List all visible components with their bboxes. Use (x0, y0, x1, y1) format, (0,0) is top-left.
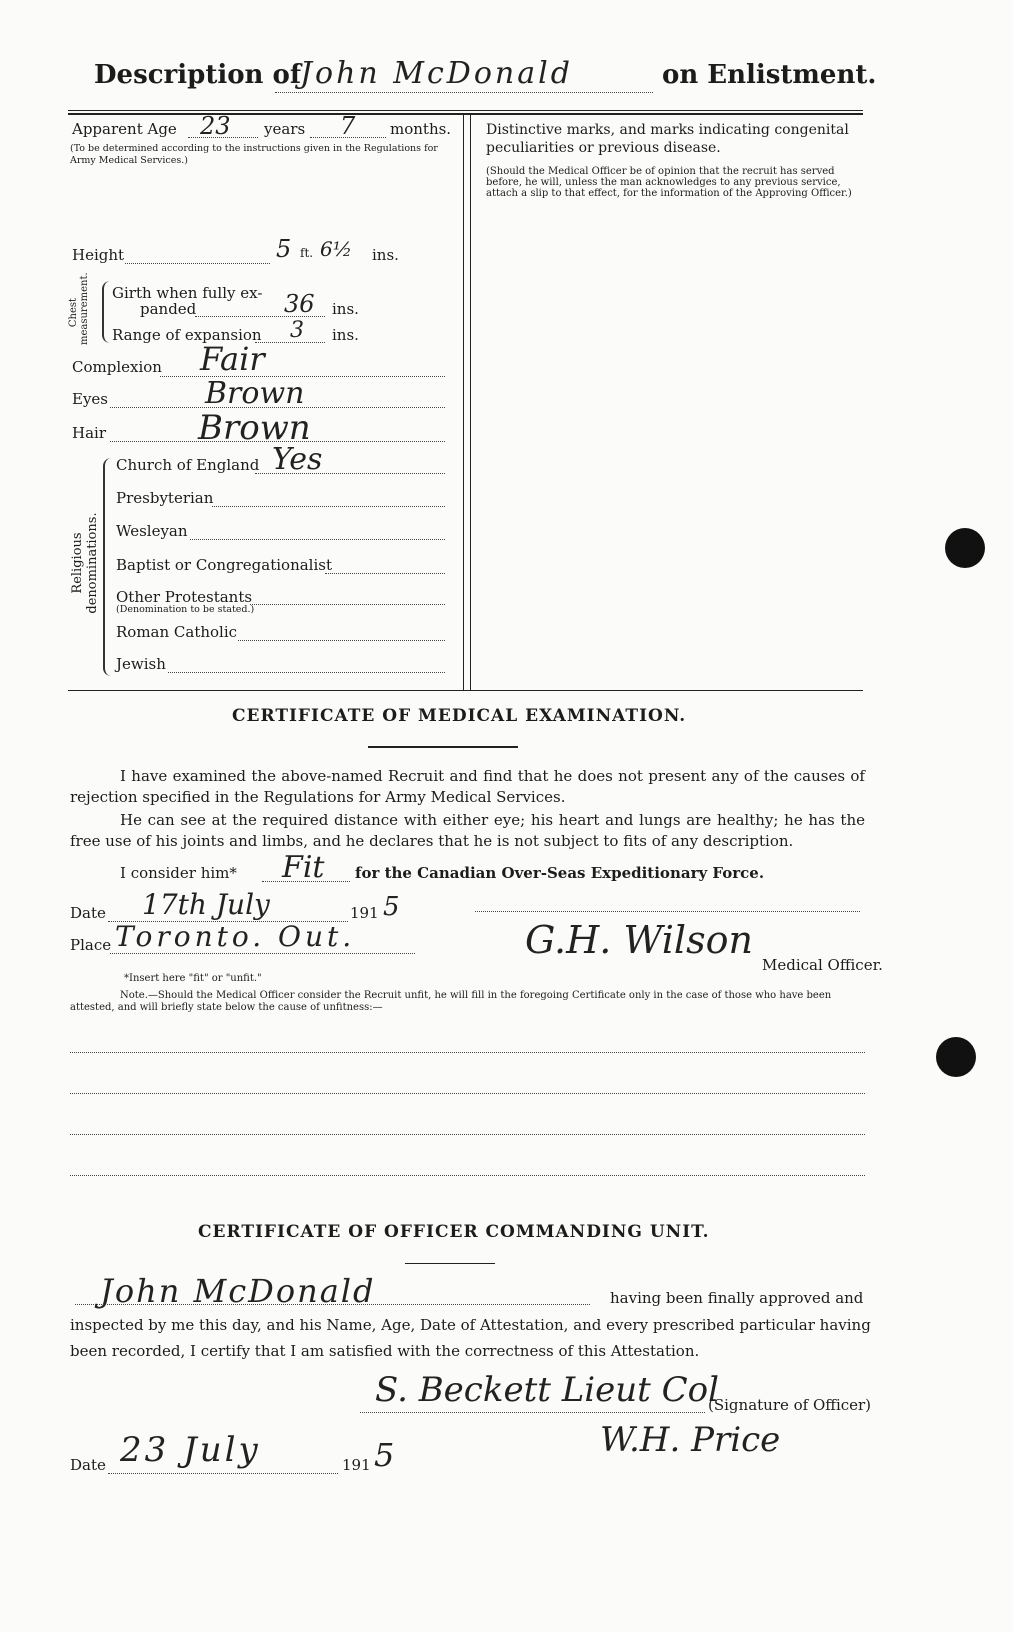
religion-bracket (103, 458, 113, 676)
religion-wesleyan-label: Wesleyan (116, 522, 188, 540)
range-value: 3 (290, 318, 304, 343)
months-label: months. (390, 120, 452, 138)
commanding-title-rule (405, 1263, 495, 1264)
religion-jewish-label: Jewish (116, 655, 166, 673)
commanding-text-after-name: having been finally approved and (610, 1289, 864, 1307)
age-years-value: 23 (200, 112, 231, 140)
religion-rc-line (238, 640, 445, 641)
consider-prefix: I consider him* (120, 864, 237, 882)
commanding-year-digit: 5 (374, 1436, 395, 1474)
religion-other-line (250, 604, 445, 605)
header-name-line (275, 92, 653, 93)
unfitness-line-2 (70, 1093, 865, 1094)
commanding-name-value: John McDonald (100, 1272, 376, 1310)
religion-group-label: Religious denominations. (70, 512, 100, 614)
religion-baptist-label: Baptist or Congregationalist (116, 556, 332, 574)
medical-note: Note.—Should the Medical Officer consider the Recruit unfit, he will fill in the foregoing Certificate only in the case of those who have been attested, and will briefly state below the cause of unfitness:— (70, 990, 832, 1013)
commanding-officer-signature: S. Beckett Lieut Col (375, 1370, 720, 1410)
height-label: Height (72, 246, 125, 264)
height-in-label: ins. (372, 246, 399, 264)
commanding-name-line (75, 1304, 590, 1305)
medical-place-line (110, 953, 415, 954)
recruit-name: John McDonald (300, 56, 573, 91)
fitness-value: Fit (282, 850, 325, 885)
height-in-value: 6½ (320, 237, 353, 261)
section-rule (68, 690, 863, 691)
range-unit: ins. (332, 326, 359, 344)
eyes-value: Brown (205, 376, 305, 411)
religion-other-note: (Denomination to be stated.) (116, 604, 255, 615)
religion-jewish-line (168, 672, 445, 673)
religion-baptist-line (325, 573, 445, 574)
girth-unit: ins. (332, 300, 359, 318)
insert-note: *Insert here "fit" or "unfit." (124, 973, 262, 984)
unfitness-line-3 (70, 1134, 865, 1135)
medical-place-label: Place (70, 936, 112, 954)
religion-rc-label: Roman Catholic (116, 623, 238, 641)
age-note: (To be determined according to the instructions given in the Regulations for Army Medical Services.) (70, 143, 438, 166)
height-ft-value: 5 (276, 235, 292, 263)
religion-coe-label: Church of England (116, 456, 260, 474)
top-rule-bold (68, 113, 863, 115)
signature-of-officer-label: (Signature of Officer) (708, 1396, 872, 1414)
medical-officer-title: Medical Officer. (762, 956, 883, 974)
medical-title-rule (368, 746, 518, 748)
column-divider-2 (470, 115, 471, 690)
medical-title: CERTIFICATE OF MEDICAL EXAMINATION. (232, 706, 687, 726)
religion-coe-value: Yes (272, 442, 323, 477)
religion-wesleyan-line (190, 539, 445, 540)
commanding-date-line (108, 1473, 338, 1474)
girth-label-2: panded (140, 300, 197, 318)
medical-para2: He can see at the required distance with either eye; his heart and lungs are healthy; he has the free use of his joints and limbs, and he declares that he is not subject to fits of any description. (70, 811, 865, 850)
commanding-year-prefix: 191 (342, 1456, 371, 1474)
marks-note: (Should the Medical Officer be of opinion that the recruit has served before, he will, unless the man acknowledges to any previous service, attach a slip to that effect, for the information of the Approving Officer.) (486, 166, 852, 199)
commanding-title: CERTIFICATE OF OFFICER COMMANDING UNIT. (198, 1222, 710, 1242)
top-rule (68, 110, 863, 111)
religion-other-label: Other Protestants (116, 588, 253, 606)
age-months-line (310, 137, 386, 138)
unfitness-line-4 (70, 1175, 865, 1176)
punch-hole-bottom (936, 1037, 976, 1077)
medical-para1: I have examined the above-named Recruit and find that he does not present any of the causes of rejection specified in the Regulations for Army Medical Services. (70, 767, 865, 806)
religion-presbyterian-line (212, 506, 445, 507)
commanding-para-line2: inspected by me this day, and his Name, Age, Date of Attestation, and every prescribed particular having (70, 1316, 871, 1334)
years-label: years (264, 120, 306, 138)
age-months-value: 7 (340, 112, 356, 140)
countersign-signature: W.H. Price (600, 1420, 781, 1460)
eyes-label: Eyes (72, 390, 108, 408)
age-label: Apparent Age (72, 120, 177, 138)
religion-presbyterian-label: Presbyterian (116, 489, 214, 507)
height-ft-label: ft. (300, 246, 314, 260)
chest-bracket (102, 281, 112, 343)
hair-label: Hair (72, 424, 106, 442)
medical-place-value: Toronto. Out. (115, 920, 356, 953)
header-prefix: Description of (94, 60, 302, 90)
medical-year-prefix: 191 (350, 904, 379, 922)
commanding-date-label: Date (70, 1456, 106, 1474)
girth-value: 36 (284, 290, 315, 318)
commanding-date-value: 23 July (120, 1430, 261, 1470)
medical-year-digit: 5 (383, 892, 400, 922)
officer-signature-line (360, 1412, 705, 1413)
girth-label-1: Girth when fully ex- (112, 284, 263, 302)
header-suffix: on Enlistment. (662, 60, 877, 90)
marks-heading: Distinctive marks, and marks indicating congenital peculiarities or previous disease. (486, 122, 849, 156)
complexion-value: Fair (200, 340, 265, 378)
medical-officer-line (475, 911, 860, 912)
chest-group-label: Chest measurement. (68, 272, 90, 345)
medical-date-label: Date (70, 904, 106, 922)
complexion-label: Complexion (72, 358, 162, 376)
hair-value: Brown (198, 408, 311, 448)
medical-officer-signature: G.H. Wilson (525, 918, 753, 962)
height-line (125, 263, 270, 264)
commanding-para-line3: been recorded, I certify that I am satisfied with the correctness of this Attestation. (70, 1342, 700, 1360)
punch-hole-top (945, 528, 985, 568)
range-label: Range of expansion (112, 326, 262, 344)
column-divider (463, 115, 464, 690)
unfitness-line-1 (70, 1052, 865, 1053)
age-years-line (188, 137, 258, 138)
consider-suffix: for the Canadian Over-Seas Expeditionary Force. (355, 864, 765, 882)
medical-date-value: 17th July (142, 888, 270, 921)
